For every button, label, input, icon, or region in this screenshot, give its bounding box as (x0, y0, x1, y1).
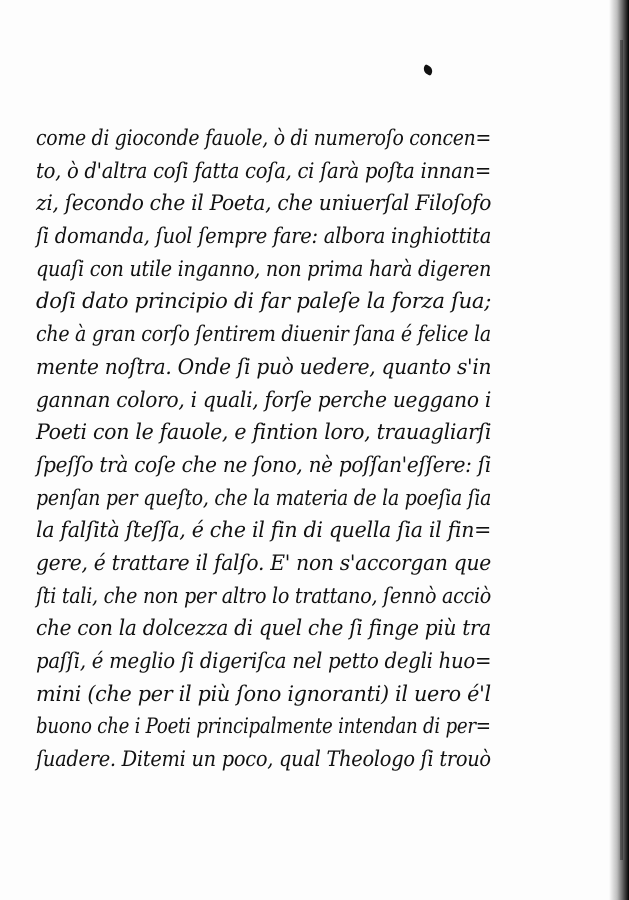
text-line-3: zi, ſecondo che il Poeta, che uniuerſal Filoſofo (36, 191, 492, 216)
text-line-8: mente noſtra. Onde ſi può uedere, quanto s'in (36, 354, 492, 379)
text-line-17: paſſi, é meglio ſi digeriſca nel petto degli huo= (36, 649, 492, 673)
text-line-11: ſpeſſo trà coſe che ne ſono, nè poſſan'eſſere: ſi (36, 452, 491, 477)
text-line-7: che à gran corſo ſentirem diuenir ſana é felice la (36, 322, 491, 347)
text-line-5: quaſi con utile inganno, non prima harà digeren (36, 256, 492, 281)
text-line-4: ſi domanda, ſuol ſempre fare: albora inghiottita (36, 224, 492, 249)
text-line-14: gere, é trattare il falſo. E' non s'accorgan que (36, 550, 491, 575)
text-line-9: gannan coloro, i quali, forſe perche ueggano i (36, 387, 491, 412)
text-line-2: to, ò d'altra coſi fatta coſa, ci ſarà poſta innan= (36, 158, 491, 183)
text-line-20: ſuadere. Ditemi un poco, qual Theologo ſi trouò (36, 747, 491, 772)
text-line-12: penſan per queſto, che la materia de la poeſia ſia (36, 485, 492, 510)
ink-blot (422, 64, 435, 76)
text-line-18: mini (che per il più ſono ignoranti) il uero é'l (36, 681, 491, 706)
text-line-19: buono che i Poeti principalmente intendan di per= (36, 714, 491, 739)
text-line-1: come di gioconde fauole, ò di numeroſo concen= (36, 126, 492, 150)
text-line-10: Poeti con le fauole, e fintion loro, trauagliarſi (36, 420, 492, 445)
text-line-6: doſi dato principio di far paleſe la forza ſua; (36, 289, 492, 314)
text-line-13: la falſità ſteſſa, é che il fin di quella ſia il fin= (36, 518, 492, 543)
page-gutter-shadow (609, 0, 629, 900)
body-text (36, 122, 491, 776)
text-line-16: che con la dolcezza di quel che ſi finge più tra (36, 616, 491, 641)
text-line-15: ſti tali, che non per altro lo trattano, ſennò acciò (36, 583, 492, 608)
